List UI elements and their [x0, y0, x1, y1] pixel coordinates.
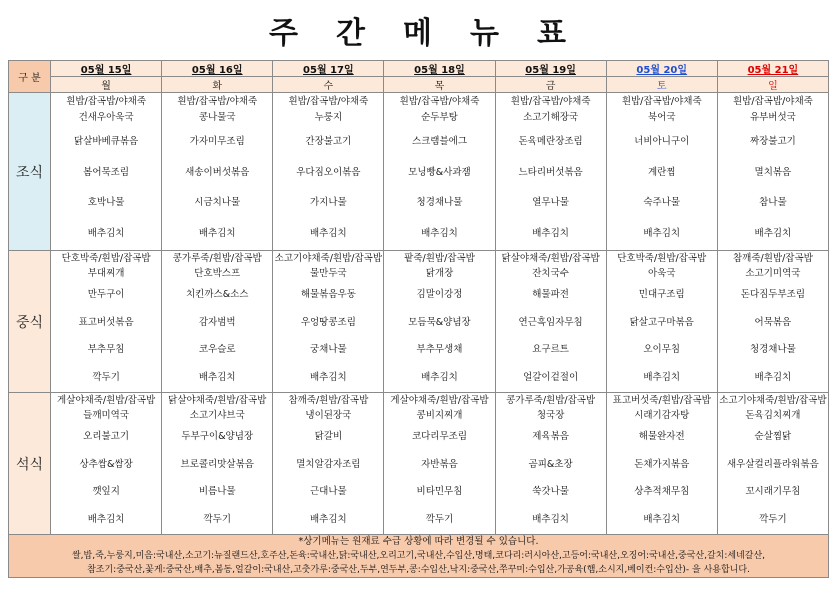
menu-item: 흰밥/잡곡밥/야채죽: [732, 95, 813, 107]
menu-item: 배추김치: [421, 227, 458, 239]
menu-item: 시금치나물: [194, 197, 241, 209]
menu-item: 새우살컬리플라워볶음: [727, 458, 819, 470]
menu-item: 소고기야채죽/흰밥/잡곡밥: [719, 394, 827, 406]
menu-item: 요구르트: [532, 344, 569, 356]
menu-item: 참깨죽/흰밥/잡곡밥: [732, 252, 813, 264]
title-char: 주: [269, 16, 299, 51]
title-char: 메: [403, 16, 432, 51]
menu-item: 돈육김치찌개: [745, 409, 801, 421]
menu-item: 제육볶음: [532, 431, 569, 443]
title-char: 뉴: [469, 16, 499, 51]
title-char: 간: [336, 16, 365, 51]
menu-item: 돈다짐두부조림: [740, 289, 806, 301]
day-of-week: 금: [495, 77, 606, 93]
menu-item: 배추김치: [310, 371, 347, 383]
day-date-header: [606, 61, 717, 77]
menu-item: 아욱국: [647, 267, 676, 279]
menu-cell: [606, 93, 717, 251]
menu-item: 자반볶음: [421, 458, 458, 470]
menu-item: 흰밥/잡곡밥/야채죽: [399, 95, 480, 107]
menu-cell: [495, 93, 606, 251]
menu-item: 소고기미역국: [745, 267, 801, 279]
menu-item: 어묵볶음: [754, 316, 792, 328]
menu-item: 김말이강정: [416, 289, 463, 301]
menu-item: 콩비지찌개: [416, 409, 463, 421]
meal-row-dinner: [9, 393, 829, 535]
menu-item: 치킨까스&소스: [185, 289, 249, 301]
menu-item: 청경채나물: [416, 197, 463, 209]
notes-box: [9, 535, 829, 578]
menu-item: 돈육메란장조림: [518, 136, 583, 148]
menu-item: 청국장: [536, 409, 565, 421]
menu-item: 돈채가지볶음: [634, 458, 690, 470]
day-date-header: [717, 61, 828, 77]
menu-item: 흰밥/잡곡밥/야채죽: [621, 95, 702, 107]
notes-line-1: *상기메뉴는 원재료 수급 상황에 따라 변경될 수 있습니다.: [298, 536, 539, 547]
menu-cell: [384, 251, 495, 393]
title-char: 표: [536, 16, 566, 51]
menu-item: 소고기샤브국: [189, 409, 245, 421]
day-of-week: 토: [606, 77, 717, 93]
menu-item: 오리불고기: [83, 431, 130, 443]
menu-item: 부대찌개: [87, 267, 125, 279]
menu-item: 북어국: [647, 112, 676, 124]
menu-item: 게살야채죽/흰밥/잡곡밥: [390, 394, 489, 406]
menu-cell: [162, 93, 273, 251]
menu-item: 부추무침: [87, 344, 125, 356]
menu-item: 가자미무조림: [189, 136, 245, 148]
menu-cell: [162, 393, 273, 535]
menu-cell: [273, 93, 384, 251]
menu-item: 물만두국: [310, 267, 347, 279]
menu-item: 멸치볶음: [754, 166, 792, 178]
menu-item: 가지나물: [310, 197, 347, 209]
meal-row-lunch: [9, 251, 829, 393]
menu-cell: [717, 93, 828, 251]
menu-item: 참깨죽/흰밥/잡곡밥: [288, 394, 369, 406]
menu-item: 쑥갓나물: [532, 486, 569, 498]
menu-item: 닭살고구마볶음: [629, 316, 694, 328]
menu-item: 콩가루죽/흰밥/잡곡밥: [506, 394, 596, 406]
day-of-week: 수: [273, 77, 384, 93]
menu-cell: [384, 93, 495, 251]
day-date: 05월 21일: [747, 65, 799, 76]
menu-item: 우엉땅콩조림: [300, 316, 356, 328]
meal-row-breakfast: [9, 93, 829, 251]
menu-cell: [717, 251, 828, 393]
menu-item: 코다리무조림: [411, 431, 468, 443]
menu-item: 배추김치: [87, 513, 125, 525]
menu-item: 소고기해장국: [523, 112, 579, 124]
menu-item: 상추쌈&쌈장: [79, 458, 133, 470]
menu-item: 오이무침: [643, 344, 681, 356]
menu-item: 단호박스프: [194, 267, 241, 279]
day-date: 05월 17일: [303, 65, 354, 76]
menu-item: 콩가루죽/흰밥/잡곡밥: [172, 252, 262, 264]
day-date-header: [162, 61, 273, 77]
menu-item: 참나물: [759, 197, 787, 209]
day-of-week: 월: [51, 77, 162, 93]
menu-item: 해물완자전: [638, 431, 685, 443]
menu-item: 꼬시래기무침: [745, 486, 801, 498]
menu-item: 단호박죽/흰밥/잡곡밥: [61, 252, 151, 264]
menu-cell: [495, 393, 606, 535]
menu-item: 잔치국수: [532, 267, 569, 279]
menu-item: 닭살바베큐볶음: [73, 136, 139, 148]
menu-item: 근대나물: [310, 486, 347, 498]
weekly-menu-table: [8, 60, 829, 578]
menu-item: 상추적채무침: [634, 486, 690, 498]
menu-item: 배추김치: [643, 513, 681, 525]
menu-cell: [162, 251, 273, 393]
menu-item: 유부버섯국: [749, 112, 796, 124]
menu-item: 얼갈이겉절이: [523, 371, 579, 383]
menu-item: 모듬묵&양념장: [408, 316, 471, 328]
menu-item: 연근흑임자무침: [518, 316, 583, 328]
menu-item: 냉이된장국: [305, 409, 352, 421]
day-date-header: [384, 61, 495, 77]
menu-cell: [51, 393, 162, 535]
menu-item: 게살야채죽/흰밥/잡곡밥: [57, 394, 156, 406]
menu-item: 배추김치: [87, 227, 125, 239]
day-date-header: [273, 61, 384, 77]
menu-item: 깍두기: [425, 513, 454, 525]
menu-item: 느타리버섯볶음: [518, 166, 583, 178]
menu-item: 콩나물국: [198, 112, 236, 124]
menu-item: 시래기감자탕: [634, 409, 690, 421]
menu-cell: [495, 251, 606, 393]
menu-item: 흰밥/잡곡밥/야채죽: [66, 95, 147, 107]
menu-item: 해물볶음우동: [300, 289, 356, 301]
menu-item: 배추김치: [643, 371, 681, 383]
menu-cell: [606, 393, 717, 535]
weekday-row: [9, 77, 829, 93]
menu-cell: [273, 251, 384, 393]
menu-item: 궁채나물: [310, 344, 347, 356]
menu-item: 비타민무침: [416, 486, 463, 498]
menu-cell: [717, 393, 828, 535]
menu-item: 깍두기: [203, 513, 231, 525]
menu-item: 흰밥/잡곡밥/야채죽: [288, 95, 369, 107]
menu-item: 해물파전: [532, 289, 569, 301]
menu-item: 닭살야채죽/흰밥/잡곡밥: [501, 252, 600, 264]
menu-item: 계란찜: [647, 166, 676, 178]
menu-item: 비름나물: [198, 486, 236, 498]
menu-item: 누룽지: [314, 112, 343, 124]
notes-line-3: 참조기:중국산,꽃게:중국산,배추,봄동,얼갈이:국내산,고춧가루:중국산,두부,연두부,콩:수입산,낙지:중국산,쭈꾸미:수입산,가공육(햄,소시지,베이컨:수입산)- 을 사용합니다.: [87, 565, 750, 575]
meal-label: 석식: [9, 393, 51, 535]
menu-item: 배추김치: [421, 371, 458, 383]
menu-item: 표고버섯볶음: [78, 316, 134, 328]
menu-item: 배추김치: [532, 227, 569, 239]
day-date-header: [51, 61, 162, 77]
menu-item: 배추김치: [198, 227, 236, 239]
day-date: 05월 16일: [191, 65, 243, 76]
menu-item: 순두부탕: [421, 112, 458, 124]
menu-item: 배추김치: [754, 371, 792, 383]
menu-item: 배추김치: [643, 227, 681, 239]
menu-item: 스크램블에그: [411, 136, 468, 148]
menu-cell: [273, 393, 384, 535]
menu-item: 배추김치: [310, 513, 347, 525]
menu-cell: [606, 251, 717, 393]
menu-item: 민대구조림: [638, 289, 685, 301]
menu-cell: [384, 393, 495, 535]
menu-cell: [51, 251, 162, 393]
category-header: 구 분: [9, 61, 51, 93]
menu-item: 너비아니구이: [634, 136, 690, 148]
menu-item: 배추김치: [310, 227, 347, 239]
menu-item: 닭살야채죽/흰밥/잡곡밥: [168, 394, 267, 406]
menu-item: 깻잎지: [92, 486, 120, 498]
menu-item: 닭갈비: [314, 431, 343, 443]
meal-label: 중식: [9, 251, 51, 393]
menu-item: 표고버섯죽/흰밥/잡곡밥: [612, 394, 711, 406]
menu-item: 소고기야채죽/흰밥/잡곡밥: [274, 252, 383, 264]
day-date: 05월 20일: [636, 65, 688, 76]
menu-item: 깍두기: [759, 513, 787, 525]
menu-item: 브로콜리맛살볶음: [180, 458, 254, 470]
menu-item: 봄어묵조림: [83, 166, 130, 178]
menu-item: 감자범벅: [198, 316, 236, 328]
menu-item: 곰피&초장: [528, 458, 573, 470]
header-row: [9, 61, 829, 77]
menu-item: 코우슬로: [198, 344, 236, 356]
menu-item: 우다짐오이볶음: [296, 166, 361, 178]
menu-item: 깍두기: [92, 371, 120, 383]
menu-item: 청경채나물: [749, 344, 796, 356]
day-date: 05월 19일: [525, 65, 576, 76]
page-title: [0, 4, 835, 56]
menu-item: 배추김치: [754, 227, 792, 239]
menu-item: 간장불고기: [305, 136, 352, 148]
menu-item: 부추무생채: [416, 344, 463, 356]
menu-item: 멸치알감자조림: [296, 458, 361, 470]
notes-line-2: 쌀,밥,죽,누룽지,미음:국내산,소고기:뉴질랜드산,호주산,돈육:국내산,닭:국내산,오리고기,국내산,수입산,명태,코다리:러시아산,고등어:국내산,오징어:국내산,중국산,갈치:세네갈산,: [71, 551, 766, 561]
menu-item: 흰밥/잡곡밥/야채죽: [177, 95, 258, 107]
menu-item: 배추김치: [198, 371, 236, 383]
menu-item: 팥죽/흰밥/잡곡밥: [404, 252, 475, 264]
menu-item: 배추김치: [532, 513, 569, 525]
menu-item: 만두구이: [87, 289, 125, 301]
menu-item: 흰밥/잡곡밥/야채죽: [510, 95, 591, 107]
day-of-week: 화: [162, 77, 273, 93]
menu-item: 들깨미역국: [83, 409, 130, 421]
menu-item: 단호박죽/흰밥/잡곡밥: [617, 252, 707, 264]
menu-item: 건새우아욱국: [78, 112, 134, 124]
day-of-week: 목: [384, 77, 495, 93]
menu-item: 순살찜닭: [754, 431, 792, 443]
menu-item: 닭개장: [425, 267, 454, 279]
day-date-header: [495, 61, 606, 77]
menu-item: 열무나물: [532, 197, 569, 209]
menu-item: 새송이버섯볶음: [185, 166, 250, 178]
menu-item: 짜장불고기: [749, 136, 796, 148]
day-date: 05월 15일: [80, 65, 132, 76]
menu-item: 모닝빵&사과잼: [408, 166, 471, 178]
meal-label: 조식: [9, 93, 51, 251]
day-of-week: 일: [717, 77, 828, 93]
day-date: 05월 18일: [414, 65, 465, 76]
menu-item: 두부구이&양념장: [181, 431, 254, 443]
menu-item: 숙주나물: [643, 197, 681, 209]
menu-cell: [51, 93, 162, 251]
menu-item: 호박나물: [87, 197, 125, 209]
